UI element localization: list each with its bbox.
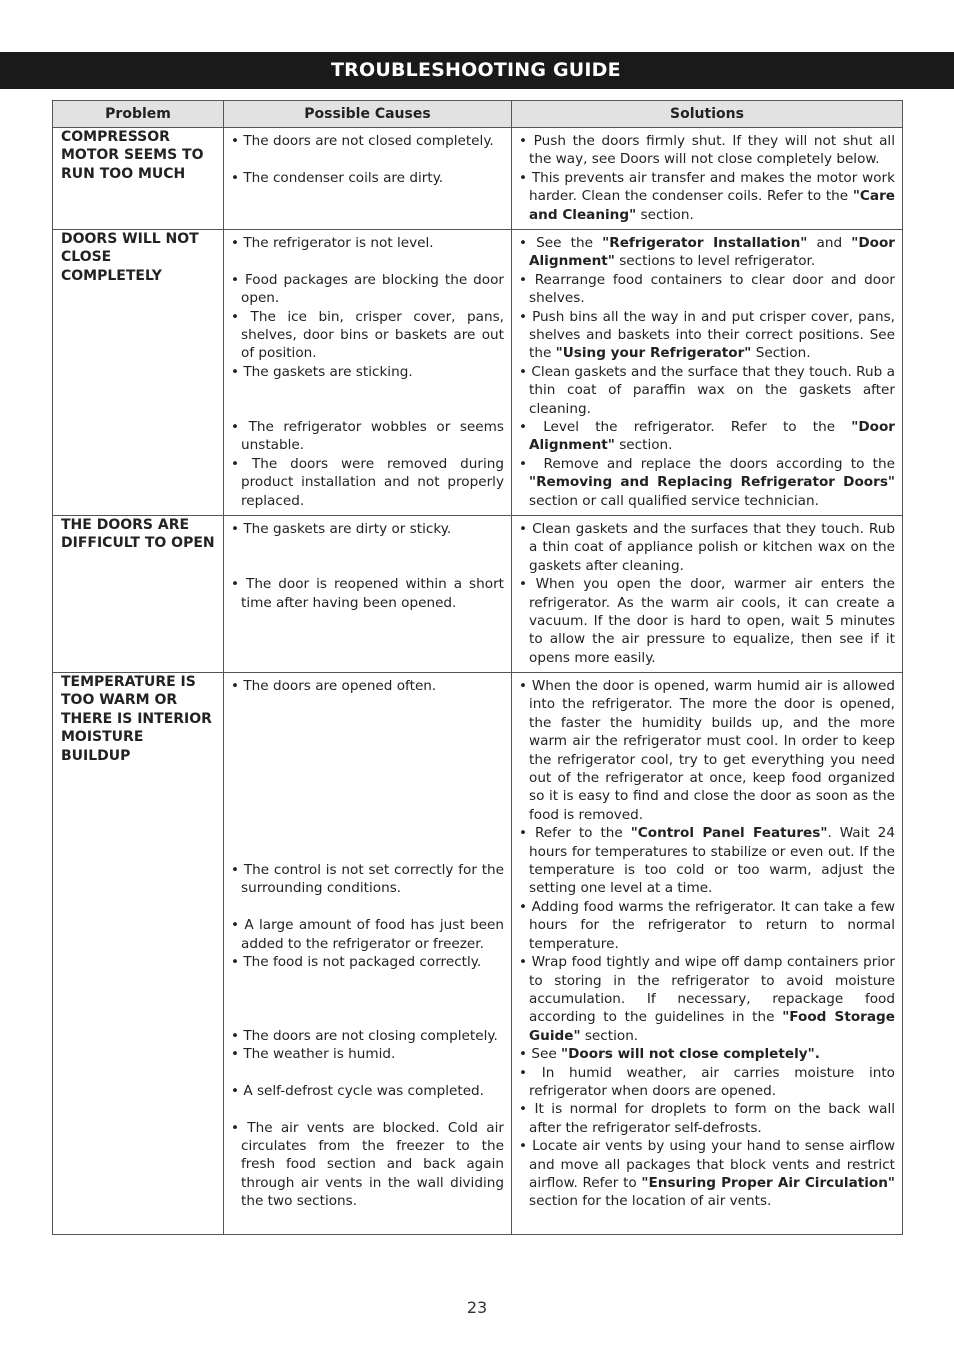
- troubleshooting-table: [52, 100, 903, 1235]
- column-header-causes: Possible Causes: [224, 101, 512, 128]
- solutions-cell: [512, 516, 903, 673]
- solutions-cell: [512, 230, 903, 516]
- causes-cell: [224, 128, 512, 230]
- causes-cell: [224, 516, 512, 673]
- solution-item: • It is normal for droplets to form on the back wall after the refrigerator self-defrosts.: [519, 1100, 895, 1137]
- page-number: 23: [466, 1298, 488, 1317]
- cause-item: • The ice bin, crisper cover, pans, shelves, door bins or baskets are out of position.: [231, 308, 504, 363]
- table-row: [53, 516, 903, 673]
- solution-item: • This prevents air transfer and makes the motor work harder. Clean the condenser coils. Refer to the "Care and Cleaning" section.: [519, 169, 895, 224]
- solutions-cell: [512, 128, 903, 230]
- cause-item: • A large amount of food has just been added to the refrigerator or freezer.: [231, 916, 504, 953]
- problem-cell: TEMPERATURE IS TOO WARM OR THERE IS INTERIOR MOISTURE BUILDUP: [53, 673, 224, 1235]
- table-row: [53, 230, 903, 516]
- cause-item: • The control is not set correctly for the surrounding conditions.: [231, 861, 504, 898]
- column-header-problem: Problem: [53, 101, 224, 128]
- problem-cell: THE DOORS ARE DIFFICULT TO OPEN: [53, 516, 224, 673]
- page-title: TROUBLESHOOTING GUIDE: [331, 59, 621, 81]
- cause-item: • A self-defrost cycle was completed.: [231, 1082, 504, 1100]
- solution-item: • See "Doors will not close completely".: [519, 1045, 895, 1063]
- cause-item: • The gaskets are dirty or sticky.: [231, 520, 504, 538]
- solution-item: • Rearrange food containers to clear door and door shelves.: [519, 271, 895, 308]
- solution-item: • When you open the door, warmer air enters the refrigerator. As the warm air cools, it can create a vacuum. If the door is hard to open, wait 5 minutes to allow the air pressure to equalize, then see if it opens more easily.: [519, 575, 895, 667]
- solution-item: • Clean gaskets and the surfaces that they touch. Rub a thin coat of appliance polish or kitchen wax on the gaskets after cleaning.: [519, 520, 895, 575]
- table-row: [53, 673, 903, 1235]
- solution-item: • Clean gaskets and the surface that they touch. Rub a thin coat of paraffin wax on the gaskets after cleaning.: [519, 363, 895, 418]
- table-header-row: [53, 101, 903, 128]
- solution-item: • Push bins all the way in and put crisper cover, pans, shelves and baskets into their correct positions. See the "Using your Refrigerator" Section.: [519, 308, 895, 363]
- cause-item: • The refrigerator wobbles or seems unstable.: [231, 418, 504, 455]
- causes-cell: [224, 230, 512, 516]
- table-row: [53, 128, 903, 230]
- solution-item: • When the door is opened, warm humid air is allowed into the refrigerator. The more the door is opened, the faster the humidity builds up, and the more warm air the refrigerator must cool. In order to keep the refrigerator cool, try to get everything you need out of the refrigerator at once, keep food organized so it is easy to find and close the door as soon as the food is removed.: [519, 677, 895, 824]
- cause-item: • The door is reopened within a short time after having been opened.: [231, 575, 504, 612]
- cause-item: • The doors are opened often.: [231, 677, 504, 695]
- cause-item: • The food is not packaged correctly.: [231, 953, 504, 971]
- solution-item: • Level the refrigerator. Refer to the "Door Alignment" section.: [519, 418, 895, 455]
- solution-item: • Adding food warms the refrigerator. It can take a few hours for the refrigerator to return to normal temperature.: [519, 898, 895, 953]
- solution-item: • Wrap food tightly and wipe off damp containers prior to storing in the refrigerator to avoid moisture accumulation. If necessary, repackage food according to the guidelines in the "Food Storage Guide" section.: [519, 953, 895, 1045]
- problem-cell: COMPRESSOR MOTOR SEEMS TO RUN TOO MUCH: [53, 128, 224, 230]
- cause-item: • The doors are not closed completely.: [231, 132, 504, 150]
- column-header-solutions: Solutions: [512, 101, 903, 128]
- cause-item: • The condenser coils are dirty.: [231, 169, 504, 187]
- cause-item: • The doors were removed during product installation and not properly replaced.: [231, 455, 504, 510]
- cause-item: • The air vents are blocked. Cold air circulates from the freezer to the fresh food section and back again through air vents in the wall dividing the two sections.: [231, 1119, 504, 1211]
- solution-item: • Locate air vents by using your hand to sense airflow and move all packages that block vents and restrict airflow. Refer to "Ensuring Proper Air Circulation" section for the location of air vents.: [519, 1137, 895, 1211]
- solution-item: • Refer to the "Control Panel Features". Wait 24 hours for temperatures to stabilize or even out. If the temperature is too cold or too warm, adjust the setting one level at a time.: [519, 824, 895, 898]
- section-banner: [0, 52, 954, 89]
- solution-item: • See the "Refrigerator Installation" and "Door Alignment" sections to level refrigerator.: [519, 234, 895, 271]
- solution-item: • In humid weather, air carries moisture into refrigerator when doors are opened.: [519, 1064, 895, 1101]
- cause-item: • The weather is humid.: [231, 1045, 504, 1063]
- cause-item: • The refrigerator is not level.: [231, 234, 504, 252]
- cause-item: • The gaskets are sticking.: [231, 363, 504, 381]
- cause-item: • Food packages are blocking the door open.: [231, 271, 504, 308]
- solutions-cell: [512, 673, 903, 1235]
- solution-item: • Remove and replace the doors according to the "Removing and Replacing Refrigerator Doors" section or call qualified service technician.: [519, 455, 895, 510]
- cause-item: • The doors are not closing completely.: [231, 1027, 504, 1045]
- solution-item: • Push the doors firmly shut. If they will not shut all the way, see Doors will not close completely below.: [519, 132, 895, 169]
- problem-cell: DOORS WILL NOT CLOSE COMPLETELY: [53, 230, 224, 516]
- causes-cell: [224, 673, 512, 1235]
